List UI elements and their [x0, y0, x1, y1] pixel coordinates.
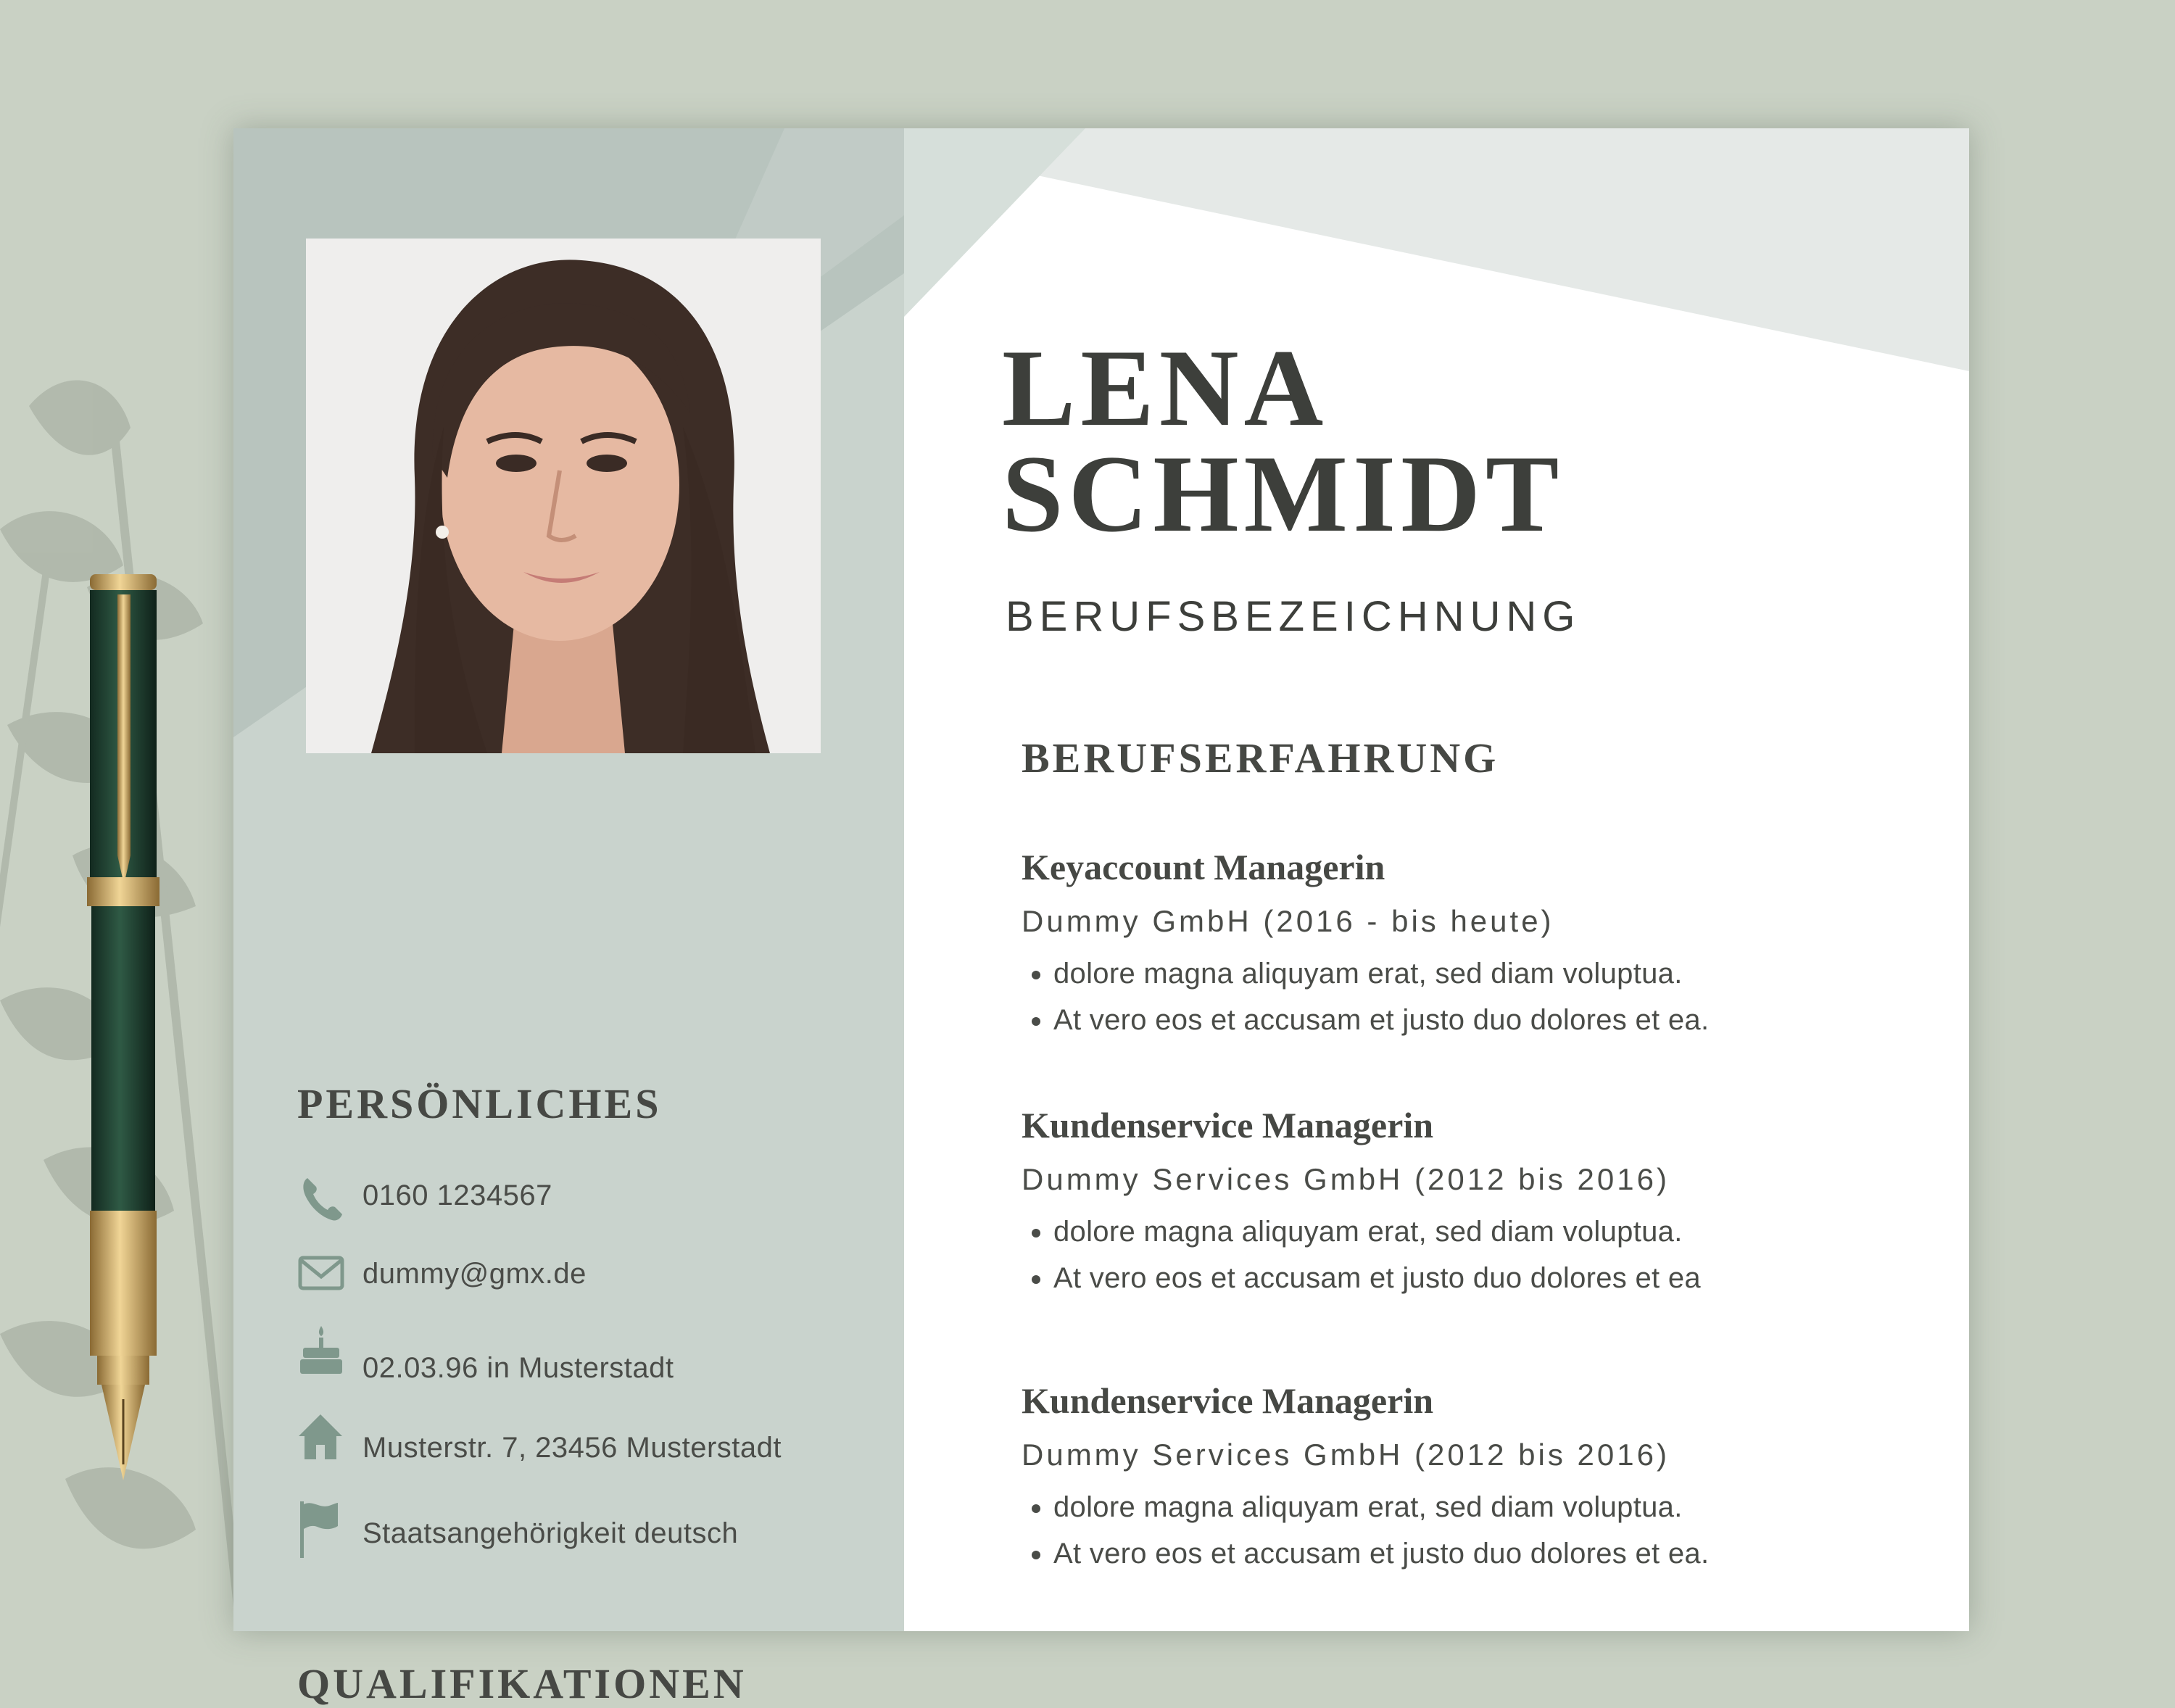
job-bullet: • At vero eos et accusam et justo duo dolores et ea: [1053, 1255, 1928, 1301]
birthday-cake-icon: [297, 1324, 344, 1375]
postal-address: Musterstr. 7, 23456 Musterstadt: [362, 1432, 782, 1464]
email-address: dummy@gmx.de: [362, 1258, 587, 1290]
birth-date-place: 02.03.96 in Musterstadt: [362, 1352, 674, 1384]
last-name: SCHMIDT: [1002, 433, 1565, 555]
fountain-pen-image: [80, 565, 167, 1486]
info-nationality: [297, 1498, 877, 1556]
personal-section-title: PERSÖNLICHES: [297, 1080, 662, 1127]
job-entry: [1022, 846, 1928, 1043]
job-bullets: [1022, 1209, 1928, 1301]
nationality: Staatsangehörigkeit deutsch: [362, 1517, 739, 1549]
sidebar: [233, 128, 904, 1707]
phone-number: 0160 1234567: [362, 1180, 552, 1211]
job-entry: [1022, 1380, 1928, 1577]
info-birthday: [297, 1324, 877, 1382]
cv-sheet: [233, 128, 1969, 1707]
job-bullet: • At vero eos et accusam et justo duo dolores et ea.: [1053, 1530, 1928, 1577]
info-address: [297, 1411, 877, 1469]
info-phone: [297, 1172, 877, 1230]
profile-photo: [306, 239, 821, 753]
flag-icon: [297, 1498, 344, 1559]
job-title: BERUFSBEZEICHNUNG: [1006, 593, 1581, 640]
job-bullet: • dolore magna aliquyam erat, sed diam voluptua.: [1053, 950, 1928, 997]
job-bullet: • At vero eos et accusam et justo duo dolores et ea.: [1053, 997, 1928, 1043]
job-bullet: • dolore magna aliquyam erat, sed diam voluptua.: [1053, 1209, 1928, 1255]
phone-icon: [297, 1172, 344, 1223]
house-icon: [297, 1411, 344, 1462]
job-company: Dummy GmbH (2016 - bis heute): [1022, 904, 1554, 938]
first-name: LENA: [1002, 327, 1329, 449]
job-company: Dummy Services GmbH (2012 bis 2016): [1022, 1438, 1670, 1472]
experience-section-title: BERUFSERFAHRUNG: [1022, 734, 1499, 782]
job-role: Kundenservice Managerin: [1022, 1105, 1434, 1145]
job-company: Dummy Services GmbH (2012 bis 2016): [1022, 1162, 1670, 1196]
job-role: Kundenservice Managerin: [1022, 1380, 1434, 1421]
job-entry: [1022, 1104, 1928, 1301]
qualifications-section-title: QUALIFIKATIONEN: [297, 1660, 747, 1707]
job-bullet: • dolore magna aliquyam erat, sed diam voluptua.: [1053, 1484, 1928, 1530]
info-email: [297, 1251, 877, 1309]
job-bullets: [1022, 950, 1928, 1043]
candidate-name: [1002, 327, 1565, 555]
job-bullets: [1022, 1484, 1928, 1577]
envelope-icon: [297, 1251, 344, 1301]
job-role: Keyaccount Managerin: [1022, 847, 1385, 887]
